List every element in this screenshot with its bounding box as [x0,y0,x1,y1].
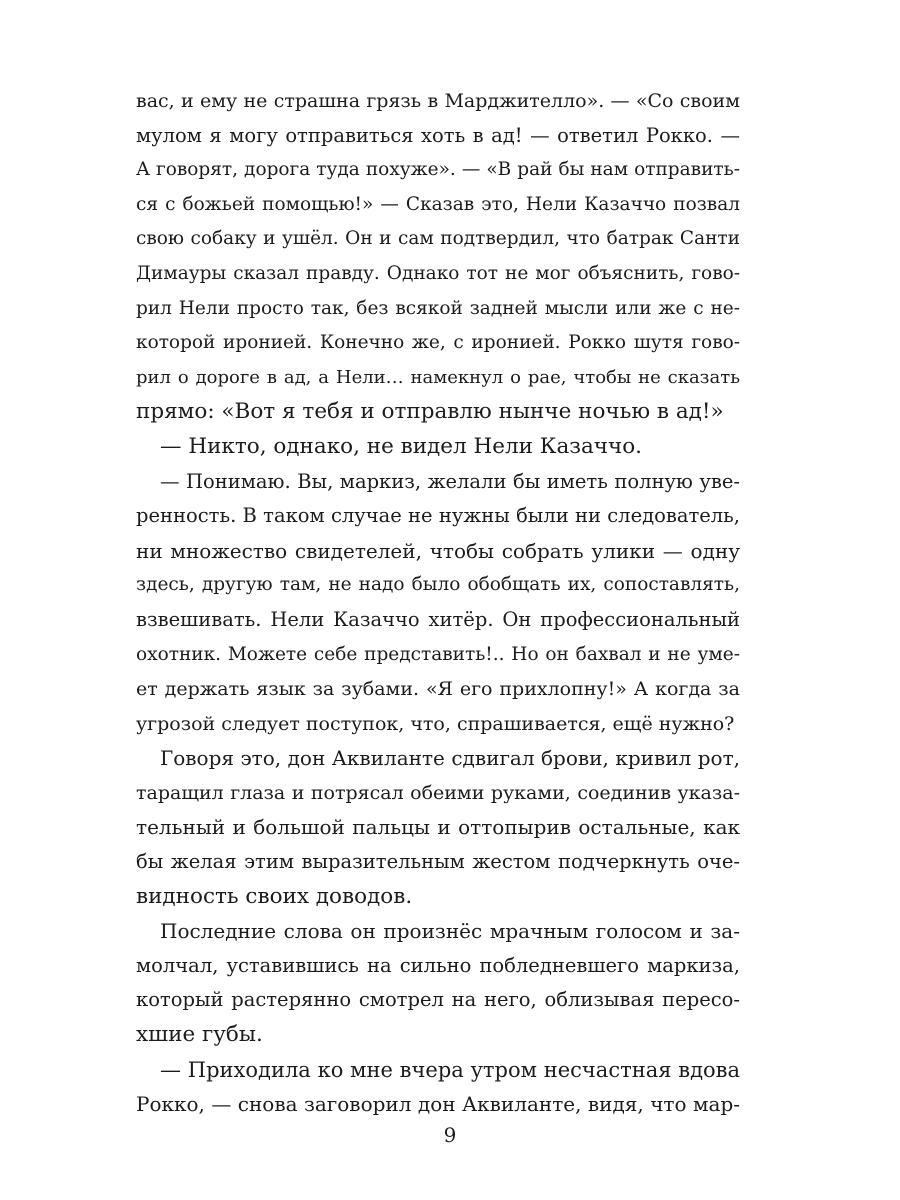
text-line: Последние слова он произнёс мрачным голосом и за- [160,919,740,944]
text-line: рил о дороге в ад, а Нели… намекнул о рае, чтобы не сказать [136,366,740,388]
text-line: таращил глаза и потрясал обеими руками, соединив указа- [136,781,740,804]
text-line: тельный и большой пальцы и оттопырив остальные, как [136,815,740,840]
text-line: ренность. В таком случае не нужны были ни следователь, [136,504,740,528]
text-line: бы желая этим выразительным жестом подчеркнуть оче- [136,850,740,874]
body-text [136,84,740,1122]
text-line: — Никто, однако, не видел Нели Казаччо. [160,433,643,459]
text-line: хшие губы. [136,1022,263,1048]
text-line: охотник. Можете себе представить!.. Но он бахвал и не уме- [136,643,740,665]
text-line: прямо: «Вот я тебя и отправлю нынче ночью в ад!» [136,399,724,425]
text-line: А говорят, дорога туда похуже». — «В рай бы нам отправить- [136,159,740,181]
text-line: угрозой следует поступок, что, спрашивается, ещё нужно? [136,712,735,735]
text-line: свою собаку и ушёл. Он и сам подтвердил, что батрак Санти [136,228,740,250]
text-line: Рокко, — снова заговорил дон Аквиланте, видя, что мар- [136,1092,740,1117]
text-line: ет держать язык за зубами. «Я его прихлопну!» А когда за [136,678,740,701]
text-line: Димауры сказал правду. Однако тот не мог объяснить, гово- [136,262,740,284]
text-line: ни множество свидетелей, чтобы собрать улики — одну [136,538,740,563]
text-line: вас, и ему не страшна грязь в Марджителло». — «Со своим [136,90,740,112]
text-line: которой иронией. Конечно же, с иронией. Рокко шутя гово- [136,332,740,354]
text-line: взвешивать. Нели Казаччо хитёр. Он профессиональный [136,607,740,631]
text-line: — Понимаю. Вы, маркиз, желали бы иметь полную уве- [160,469,740,493]
text-line: который растерянно смотрел на него, облизывая пересо- [136,988,740,1012]
text-line: ся с божьей помощью!» — Сказав это, Нели Казаччо позвал [136,193,740,215]
text-line: — Приходила ко мне вчера утром несчастная вдова [160,1057,740,1082]
text-line: мулом я могу отправиться хоть в ад! — ответил Рокко. — [136,123,740,147]
text-line: рил Нели просто так, без всякой задней мысли или же с не- [136,297,740,319]
page-number: 9 [443,1123,457,1147]
text-line: видность своих доводов. [136,883,413,909]
text-line: здесь, другую там, не надо было обобщать их, сопоставлять, [136,574,740,596]
text-line: Говоря это, дон Аквиланте сдвигал брови, кривил рот, [160,746,740,771]
text-line: молчал, уставившись на сильно побледневшего маркиза, [136,953,740,977]
